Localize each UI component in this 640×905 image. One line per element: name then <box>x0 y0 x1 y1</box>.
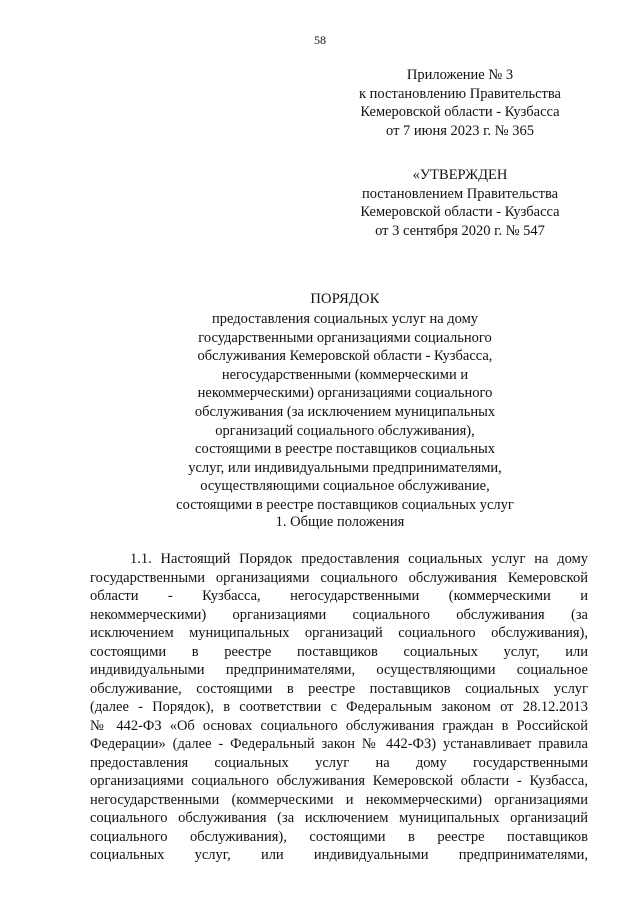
appendix-line: Приложение № 3 <box>406 67 514 83</box>
body-line: социального обслуживания (за исключением муниципальных организаций <box>90 810 588 826</box>
body-line: № 442-ФЗ «Об основах социального обслуживания граждан в Российской <box>90 717 588 734</box>
approval-line: Кемеровской области - Кузбасса <box>360 204 560 220</box>
appendix-line: Кемеровской области - Кузбасса <box>360 104 560 120</box>
appendix-line: к постановлению Правительства <box>359 85 561 102</box>
body-line: негосударственными (коммерческими и некоммерческими) организациями <box>90 791 588 808</box>
body-line: социального обслуживания), состоящими в реестре поставщиков <box>90 828 588 845</box>
subtitle-line: организаций социального обслуживания), <box>215 422 475 439</box>
subtitle-line: обслуживания Кемеровской области - Кузбасса, <box>197 348 493 365</box>
approval-line: «УТВЕРЖДЕН <box>412 167 508 183</box>
body-line: Федерации» (далее - Федеральный закон № 442-ФЗ) устанавливает правила <box>90 736 588 752</box>
body-line: состоящими в реестре поставщиков социальных услуг, или <box>90 643 588 660</box>
appendix-block <box>330 66 590 140</box>
subtitle-line: состоящими в реестре поставщиков социальных услуг <box>176 496 514 513</box>
subtitle-line: некоммерческими) организациями социального <box>197 385 493 402</box>
approval-block <box>330 166 590 240</box>
section-heading: 1. Общие положения <box>275 514 405 530</box>
body-line: обслуживание, состоящими в реестре поставщиков социальных услуг <box>90 680 588 697</box>
body-line: (далее - Порядок), в соответствии с Федеральным законом от 28.12.2013 <box>90 699 588 715</box>
body-line: исключением муниципальных организаций социального обслуживания), <box>90 625 588 641</box>
approval-line: от 3 сентября 2020 г. № 547 <box>375 222 545 239</box>
document-title: ПОРЯДОК <box>310 291 380 307</box>
body-line: социальных услуг, или индивидуальными предпринимателями, <box>90 847 588 863</box>
page-number: 58 <box>314 33 326 47</box>
body-line: организациями социального обслуживания Кемеровской области - Кузбасса, <box>90 773 588 789</box>
subtitle-line: услуг, или индивидуальными предпринимателями, <box>188 459 502 476</box>
document-subtitle <box>100 310 590 515</box>
appendix-line: от 7 июня 2023 г. № 365 <box>386 122 534 139</box>
body-paragraph <box>90 550 588 865</box>
body-line: индивидуальными предпринимателями, осуществляющими социальное <box>90 662 588 678</box>
subtitle-line: осуществляющими социальное обслуживание, <box>200 478 490 495</box>
body-line: области - Кузбасса, негосударственными (коммерческими и <box>90 588 588 604</box>
subtitle-line: предоставления социальных услуг на дому <box>211 311 479 327</box>
body-line: 1.1. Настоящий Порядок предоставления социальных услуг на дому <box>130 551 588 567</box>
body-line: некоммерческими) организациями социального обслуживания (за <box>90 606 588 623</box>
approval-line: постановлением Правительства <box>361 185 559 202</box>
body-line: предоставления социальных услуг на дому государственными <box>90 754 588 771</box>
subtitle-line: государственными организациями социального <box>198 329 492 346</box>
body-line: государственными организациями социального обслуживания Кемеровской <box>90 569 588 586</box>
subtitle-line: состоящими в реестре поставщиков социальных <box>195 441 495 458</box>
subtitle-line: негосударственными (коммерческими и <box>221 366 469 383</box>
subtitle-line: обслуживания (за исключением муниципальных <box>194 403 496 420</box>
